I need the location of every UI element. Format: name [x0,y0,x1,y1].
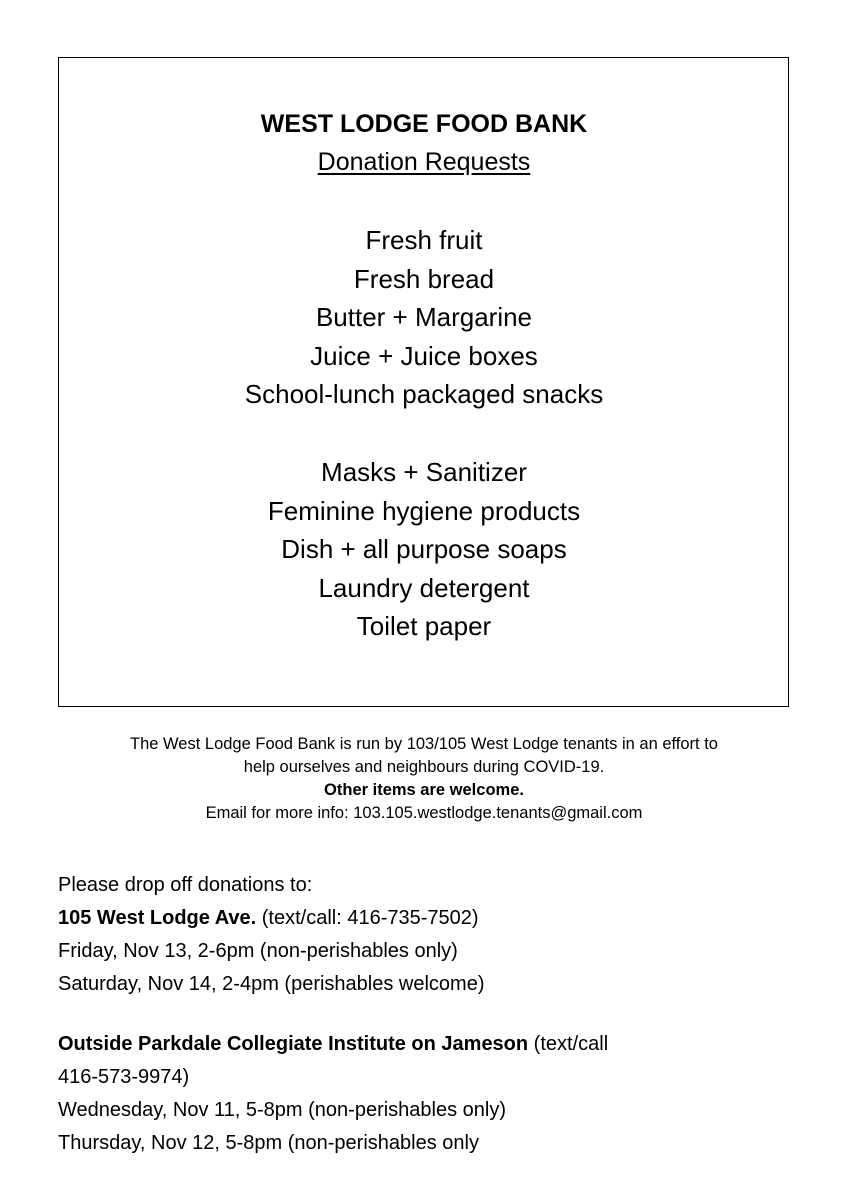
location-1-time-2: Saturday, Nov 14, 2-4pm (perishables welcome) [58,973,485,995]
food-bank-title: WEST LODGE FOOD BANK [260,110,588,138]
list-item: Butter + Margarine [315,302,533,332]
list-item: School-lunch packaged snacks [244,379,604,409]
location-2-time-1: Wednesday, Nov 11, 5-8pm (non-perishables only) [58,1099,507,1121]
list-item: Masks + Sanitizer [321,457,527,487]
list-item: Dish + all purpose soaps [281,534,567,564]
list-item: Feminine hygiene products [267,495,581,526]
hygiene-items-list [0,453,848,646]
location-1-header [58,902,798,935]
list-item: Toilet paper [356,611,492,641]
email-line: Email for more info: 103.105.westlodge.tenants@gmail.com [205,804,643,822]
donation-requests-heading [0,146,848,178]
list-item: Juice + Juice boxes [310,340,538,371]
location-2-header [58,1028,798,1061]
location-1-time-1: Friday, Nov 13, 2-6pm (non-perishables only) [58,940,458,962]
list-item: Laundry detergent [318,572,530,603]
info-paragraph [0,733,848,825]
dropoff-location-1 [58,869,798,1001]
welcome-note: Other items are welcome. [324,781,524,799]
info-line-2: help ourselves and neighbours during COVID-19. [243,758,605,776]
location-1-name: 105 West Lodge Ave. [58,907,257,929]
info-line-1: The West Lodge Food Bank is run by 103/105 West Lodge tenants in an effort to [130,735,718,753]
location-2-name: Outside Parkdale Collegiate Institute on Jameson [58,1033,529,1055]
location-2-time-2: Thursday, Nov 12, 5-8pm (non-perishables only [58,1132,479,1154]
food-items-list [0,221,848,414]
dropoff-location-2 [58,1028,798,1160]
dropoff-intro: Please drop off donations to: [58,874,313,896]
donation-requests-heading-text: Donation Requests [317,148,531,176]
list-item: Fresh bread [353,263,495,294]
location-1-contact: (text/call: 416-735-7502) [256,907,479,929]
location-2-contact-cont: 416-573-9974) [58,1066,190,1088]
list-item: Fresh fruit [365,225,483,255]
location-2-contact: (text/call [528,1033,609,1055]
